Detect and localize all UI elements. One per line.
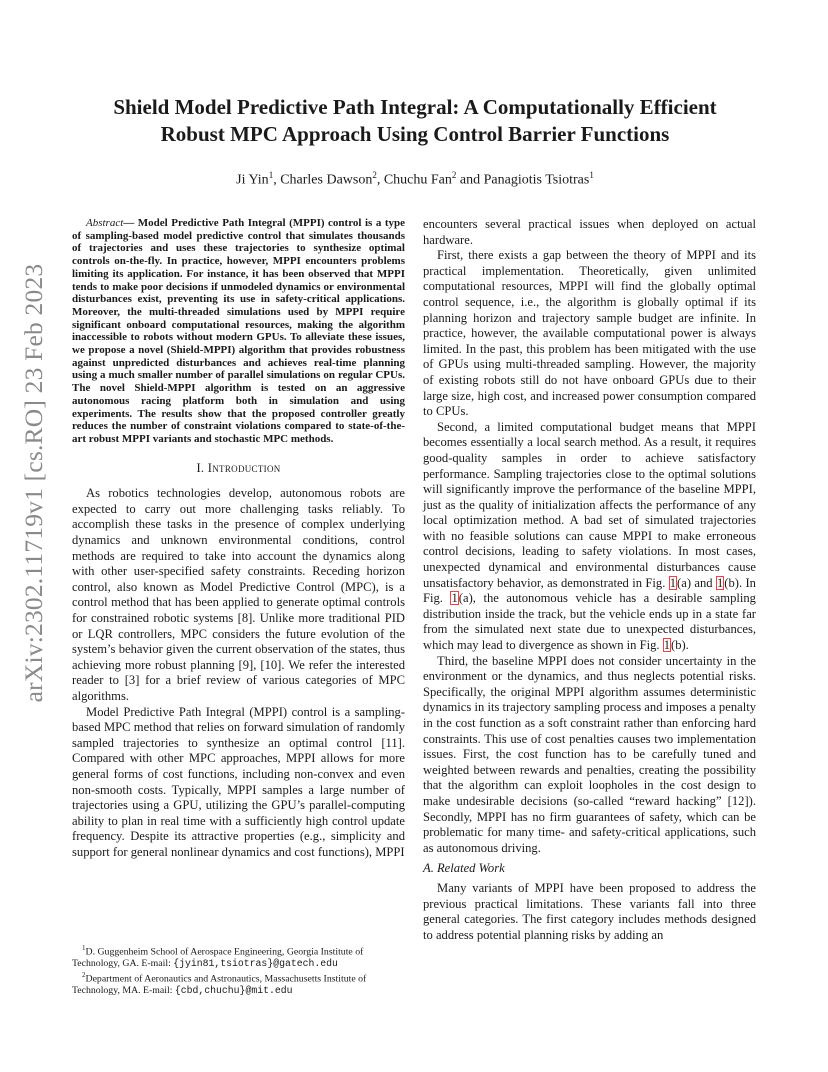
left-column: [72, 217, 405, 861]
figure-reference-link[interactable]: 1: [669, 575, 677, 590]
footnote-mark: 1: [82, 944, 86, 952]
footnote-1: [72, 943, 405, 970]
body-paragraph: encounters several practical issues when deployed on actual hardware.: [423, 217, 756, 247]
figure-reference-link[interactable]: 1: [451, 591, 458, 606]
arxiv-stamp-text: arXiv:2302.11719v1 [cs.RO] 23 Feb 2023: [19, 263, 48, 702]
footnotes: [72, 943, 405, 997]
footnote-2: [72, 970, 405, 997]
right-column: [423, 217, 756, 943]
author-separator: ,: [376, 172, 384, 188]
author-list: [70, 170, 760, 189]
footnote-text: D. Guggenheim School of Aerospace Engineering, Georgia Institute of Technology, GA. E-mail:: [72, 946, 364, 970]
body-paragraph: Many variants of MPPI have been proposed to address the previous practical limitations. These variants fall into three general categories. The first category includes methods designed to address potential planning risks by adding an: [423, 880, 756, 942]
affiliation-mark: 2: [372, 170, 377, 180]
title-line-2: Robust MPC Approach Using Control Barrier Functions: [160, 122, 670, 146]
author-separator: and: [456, 172, 484, 188]
arxiv-identifier-stamp: [14, 263, 54, 702]
title-line-1: Shield Model Predictive Path Integral: A Computationally Efficient: [113, 95, 717, 119]
figure-reference-link[interactable]: 1: [716, 575, 724, 590]
author-name: Ji Yin: [236, 172, 269, 188]
paragraph-text: (b).: [671, 638, 689, 653]
abstract-text: Model Predictive Path Integral (MPPI) control is a type of sampling-based model predictive control that simulates thousands of trajectories and uses these trajectories to synthesize optimal controls on-the-fly. In practice, however, MPPI encounters problems limiting its application. For instance, it has been observed that MPPI tends to make poor decisions if unmodeled dynamics or environmental disturbances exist, preventing its use in safety-critical applications. Moreover, the multi-threaded simulations used by MPPI require significant onboard computational resources, making the algorithm inaccessible to robots without modern GPUs. To alleviate these issues, we propose a novel (Shield-MPPI) algorithm that provides robustness against unpredicted disturbances and achieves real-time planning using a much smaller number of parallel simulations on regular CPUs. The novel Shield-MPPI algorithm is tested on an aggressive autonomous racing platform both in simulation and using experiments. The results show that the proposed controller greatly reduces the number of constraint violations compared to state-of-the-art robust MPPI variants and stochastic MPC methods.: [72, 217, 405, 445]
paper-title: [70, 94, 760, 148]
paragraph-text: Second, a limited computational budget means that MPPI becomes essentially a local search method. As a result, it requires good-quality samples in order to achieve satisfactory performance. Sampling trajectories close to the optimal solutions will significantly improve the performance of the baseline MPPI, just as the quality of initialization affects the performance of any local optimization method. A bad set of simulated trajectories with no feasible solutions can cause MPPI to make erroneous control decisions, leading to safety violations. In most cases, unexpected dynamical and environmental disturbances cause unsatisfactory behavior, as demonstrated in Fig.: [423, 419, 756, 590]
footnote-mark: 2: [82, 970, 86, 979]
abstract: [72, 217, 405, 446]
figure-reference-link[interactable]: 1: [663, 638, 670, 653]
body-paragraph: [423, 420, 756, 654]
body-paragraph: Model Predictive Path Integral (MPPI) control is a sampling-based MPC method that relies on forward simulation of randomly sampled trajectories to synthesize an optimal control [11]. Compared with other MPC approaches, MPPI allows for more general forms of cost functions, including non-convex and even non-smooth costs. Typically, MPPI samples a large number of trajectories using a GPU, utilizing the GPU’s parallel-computing ability to plan in real time with a sufficiently high control update frequency. Despite its attractive properties (e.g., simplicity and support for general nonlinear dynamics and cost functions), MPPI: [72, 704, 405, 859]
affiliation-mark: 1: [268, 170, 274, 180]
subsection-heading-related-work: A. Related Work: [423, 861, 505, 876]
author-separator: ,: [273, 172, 281, 188]
section-number: I.: [196, 460, 208, 475]
section-title: Introduction: [207, 460, 281, 475]
paragraph-text: (a) and: [677, 575, 716, 590]
author-name: Chuchu Fan: [383, 172, 452, 188]
body-paragraph: As robotics technologies develop, autonomous robots are expected to carry out more challenging tasks reliably. To accomplish these tasks in the presence of complex underlying dynamics and unknown environmental conditions, control methods are required to take into account the dynamics along with other user-specified safety constraints. Receding horizon control, also known as Model Predictive Control (MPC), is a control method that has been applied to generate optimal controls for constrained robotic systems [8]. Unlike more traditional PID or LQR controllers, MPC considers the future evolution of the system’s behavior given the current observation of the states, thus achieving more robust planning [9], [10]. We refer the interested reader to [3] for a brief review of various categories of MPC algorithms.: [72, 486, 405, 703]
affiliation-mark: 2: [451, 170, 457, 180]
body-paragraph: Third, the baseline MPPI does not consider uncertainty in the environment or the dynamics, and thus neglects potential risks. Specifically, the original MPPI algorithm assumes deterministic dynamics in its trajectory sampling process and imposes a penalty in the cost function as a soft constraint rather than enforcing hard constraints. This use of cost penalties causes two implementation issues. First, the cost function has to be carefully tuned and weighted between rewards and penalties, creating the possibility that the algorithm can exploit loopholes in the cost design to make undesirable decisions (so-called “reward hacking” [12]). Secondly, MPPI has no firm guarantees of safety, which can be problematic for many time- and safety-critical applications, such as autonomous driving.: [423, 653, 756, 855]
abstract-dash: —: [123, 217, 138, 229]
section-heading-introduction: [72, 461, 405, 477]
paragraph-text: (b). In Fig.: [423, 575, 756, 606]
affiliation-mark: 1: [589, 170, 594, 180]
email-address[interactable]: {cbd,chuchu}@mit.edu: [174, 984, 293, 996]
author-name: Charles Dawson: [280, 172, 373, 188]
author-name: Panagiotis Tsiotras: [483, 172, 590, 188]
body-paragraph: First, there exists a gap between the theory of MPPI and its practical implementation. Theoretically, given unlimited computational resources, MPPI will find the globally optimal control sequence, i.e., the algorithm is globally optimal if its planning horizon and trajectory sample budget are infinite. In practice, however, the available computational power is always limited. In the past, this problem has been mitigated with the use of GPUs using multi-threaded sampling. However, the majority of existing robots still do not have onboard GPUs due to their large size, high cost, and increased power consumption compared to CPUs.: [423, 248, 756, 419]
paragraph-text: (a), the autonomous vehicle has a desirable sampling distribution inside the track, but the vehicle ends up in a state far from the simulated next state due to unexpected disturbances, which may lead to divergence as shown in Fig.: [423, 591, 756, 653]
email-address[interactable]: {jyin81,tsiotras}@gatech.edu: [173, 958, 338, 970]
footnote-text: Department of Aeronautics and Astronautics, Massachusetts Institute of Technology, MA. E-mail:: [72, 973, 367, 996]
abstract-label: Abstract: [86, 217, 124, 229]
